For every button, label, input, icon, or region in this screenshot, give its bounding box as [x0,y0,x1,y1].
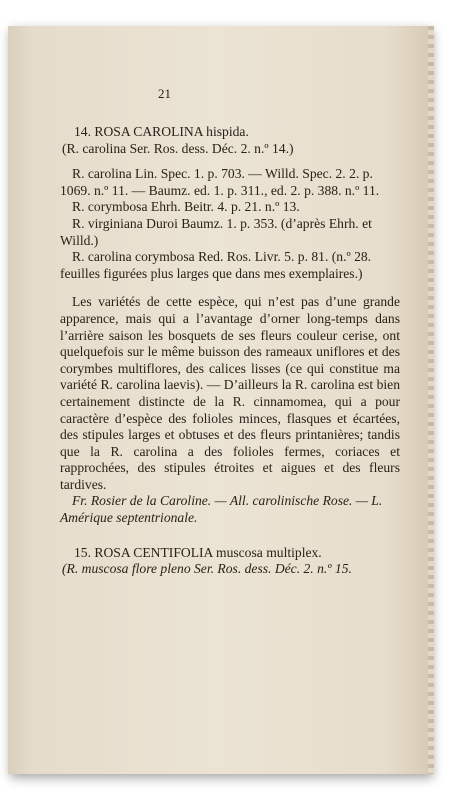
entry-14-common-names: Fr. Rosier de la Caroline. — All. carolinische Rose. — L. Amérique septentrionale. [60,493,383,526]
page-number: 21 [158,86,171,101]
entry-14-ref-1: R. carolina Lin. Spec. 1. p. 703. — Willd. Spec. 2. 2. p. 1069. n.º 11. — Baumz. ed. 1. p. 311., ed. 2. p. 388. n.º 11. [60,166,380,198]
entry-14-ref-4: R. carolina corymbosa Red. Ros. Livr. 5. p. 81. (n.º 28. feuilles figurées plus larges que dans mes exemplaires.) [60,249,372,281]
page-text [60,124,400,578]
entry-15-synonym: (R. muscosa flore pleno Ser. Ros. dess. Déc. 2. n.º 15. [62,561,352,577]
entry-15-heading: 15. ROSA CENTIFOLIA muscosa multiplex. [74,544,322,560]
entry-14-ref-2: R. corymbosa Ehrh. Beitr. 4. p. 21. n.º 13. [72,199,300,215]
entry-14-synonym: (R. carolina Ser. Ros. dess. Déc. 2. n.º 14.) [62,140,294,156]
entry-14-ref-3: R. virginiana Duroi Baumz. 1. p. 353. (d’après Ehrh. et Willd.) [60,215,372,248]
book-page [8,26,431,774]
entry-14-heading: 14. ROSA CAROLINA hispida. [74,124,249,139]
entry-14-description: Les variétés de cette espèce, qui n’est pas d’une grande apparence, mais qui a l’avantage d’orner long-temps dans l’arrière saison les bosquets de ses fleurs couleur cerise, ont quelquefois sur le même buisson des rameaux uniflores et des corymbes multiflores, des calices lisses (ce qui constitue ma variété R. carolina laevis). — D’ailleurs la R. carolina est bien certainement distincte de la R. cinnamomea, qui a pour caractère d’espèce des folioles minces, flasques et écartées, des stipules larges et obtuses et des fleurs printanières; tandis que la R. carolina a des folioles fermes, coriaces et rapprochées, des stipules étroites et aigues et des fleurs tardives. [60,294,400,492]
